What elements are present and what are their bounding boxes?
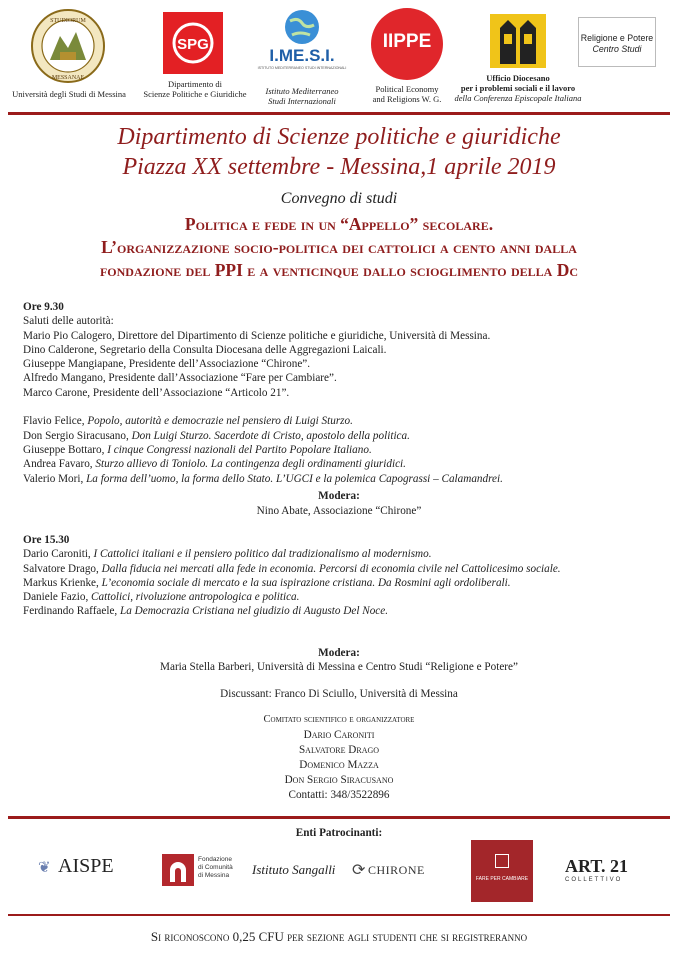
imesi-subtitle: ISTITUTO MEDITERRANEO STUDI INTERNAZIONALI — [257, 66, 347, 70]
sponsors-label: Enti Patrocinanti: — [295, 827, 383, 839]
art21-logo: ART. 21 COLLETTIVO — [565, 856, 629, 883]
title-line-3: fondazione del PPI e a venticinque dallo scioglimento della Dc — [99, 260, 579, 280]
fare-per-cambiare-logo: FARE PER CAMBIARE — [471, 840, 533, 902]
department-heading: Dipartimento di Scienze politiche e giuridiche — [117, 124, 561, 150]
svg-text:STUDIORUM: STUDIORUM — [50, 18, 86, 24]
committee-member: Salvatore Drago — [298, 744, 380, 756]
discussant: Discussant: Franco Di Sciullo, Università di Messina — [220, 688, 458, 700]
talk-item: Markus Krienke, L’economia sociale di mercato e la sua ispirazione cristiana. Da Rosmini agli ordoliberali. — [23, 576, 511, 589]
svg-text:MESSANAE: MESSANAE — [51, 75, 85, 81]
talk-item: Ferdinando Raffaele, La Democrazia Cristiana nel giudizio di Augusto Del Noce. — [23, 605, 389, 618]
top-divider — [8, 112, 670, 115]
cfu-footer: Si riconoscono 0,25 CFU per sezione agli studenti che si registreranno — [150, 929, 528, 944]
chirone-swirl-icon: ⟳ — [352, 862, 366, 879]
religione-potere-box: Religione e Potere Centro Studi — [578, 17, 656, 67]
greeting-item: Dino Calderone, Segretario della Consulta Diocesana delle Aggregazioni Laicali. — [23, 343, 387, 356]
university-seal-icon — [30, 8, 106, 84]
sponsors-divider — [8, 816, 670, 819]
aispe-logo: ❦ AISPE — [38, 855, 114, 877]
talk-item: Daniele Fazio, Cattolici, rivoluzione antropologica e politica. — [23, 591, 300, 604]
afternoon-modera-label: Modera: — [318, 647, 360, 659]
greeting-item: Mario Pio Calogero, Direttore del Dipartimento di Scienze politiche e giuridiche, Università di Messina. — [23, 329, 491, 342]
committee-member: Domenico Mazza — [299, 759, 379, 771]
fare-logo-mark-icon — [495, 854, 509, 868]
greeting-item: Marco Carone, Presidente dell’Associazione “Articolo 21”. — [23, 386, 290, 399]
talk-item: Flavio Felice, Popolo, autorità e democrazie nel pensiero di Luigi Sturzo. — [23, 415, 353, 428]
morning-moderator: Nino Abate, Associazione “Chirone” — [256, 505, 422, 517]
committee-member: Don Sergio Siracusano — [284, 774, 394, 786]
dipartimento-logo-icon — [163, 12, 223, 74]
ufficio-caption: Ufficio Diocesano per i problemi sociali e il lavoro della Conferenza Episcopale Italiana — [454, 73, 582, 103]
afternoon-time: Ore 15.30 — [23, 534, 70, 546]
iippe-caption: Political Economy and Religions W. G. — [372, 84, 442, 104]
svg-text:SPG: SPG — [177, 36, 209, 53]
talk-item: Salvatore Drago, Dalla fiducia nei mercati alla fede in economia. Percorsi di economia civile nel Cattolicesimo sociale. — [23, 562, 561, 575]
imesi-title: I.ME.S.I. — [269, 46, 335, 65]
globe-icon — [284, 9, 320, 45]
committee-label: Comitato scientifico e organizzatore — [263, 714, 415, 725]
footer-divider — [8, 914, 670, 916]
sangalli-logo: Istituto Sangalli — [252, 862, 336, 877]
place-date-heading: Piazza XX settembre - Messina,1 aprile 2019 — [122, 154, 556, 180]
morning-session — [23, 300, 663, 486]
afternoon-moderator: Maria Stella Barberi, Università di Messina e Centro Studi “Religione e Potere” — [160, 661, 518, 673]
aispe-leaf-icon: ❦ — [38, 860, 51, 876]
talk-item: Dario Caroniti, I Cattolici italiani e il pensiero politico dal tradizionalismo al modernismo. — [23, 548, 432, 561]
afternoon-session — [23, 533, 663, 619]
title-line-1: Politica e fede in un “Appello” secolare. — [184, 214, 494, 234]
dipartimento-caption: Dipartimento di Scienze Politiche e Giuridiche — [143, 79, 247, 99]
greeting-item: Alfredo Mangano, Presidente dall’Associazione “Fare per Cambiare”. — [23, 372, 337, 385]
talk-item: Giuseppe Bottaro, I cinque Congressi nazionali del Partito Popolare Italiano. — [23, 443, 372, 456]
iippe-logo-icon: IIPPE — [371, 8, 443, 80]
talk-item: Valerio Mori, La forma dell’uomo, la forma dello Stato. L’UGCI e la polemica Capograssi – Calamandrei. — [23, 472, 503, 485]
greeting-item: Giuseppe Mangiapane, Presidente dell’Associazione “Chirone”. — [23, 358, 311, 371]
logo-row — [0, 0, 678, 112]
contacts: Contatti: 348/3522896 — [288, 789, 390, 801]
talk-item: Andrea Favaro, Sturzo allievo di Toniolo. La contingenza degli ordinamenti giuridici. — [23, 458, 406, 471]
fondazione-logo: Fondazione di Comunità di Messina — [162, 852, 242, 888]
committee-member: Dario Caroniti — [303, 729, 375, 741]
ufficio-logo-icon — [490, 14, 546, 68]
talk-item: Don Sergio Siracusano, Don Luigi Sturzo. Sacerdote di Cristo, apostolo della politica. — [23, 429, 410, 442]
saluti-label: Saluti delle autorità: — [23, 315, 114, 328]
title-line-2: L’organizzazione socio-politica dei cattolici a cento anni dalla — [101, 237, 577, 257]
convegno-label: Convegno di studi — [280, 190, 398, 207]
imesi-caption: Istituto Mediterraneo Studi Internazionali — [265, 86, 339, 106]
university-caption: Università degli Studi di Messina — [12, 89, 126, 99]
chirone-logo: ⟳ CHIRONE — [352, 862, 425, 879]
morning-modera-label: Modera: — [318, 490, 360, 502]
morning-time: Ore 9.30 — [23, 301, 64, 313]
fondazione-arch-icon — [162, 854, 194, 886]
